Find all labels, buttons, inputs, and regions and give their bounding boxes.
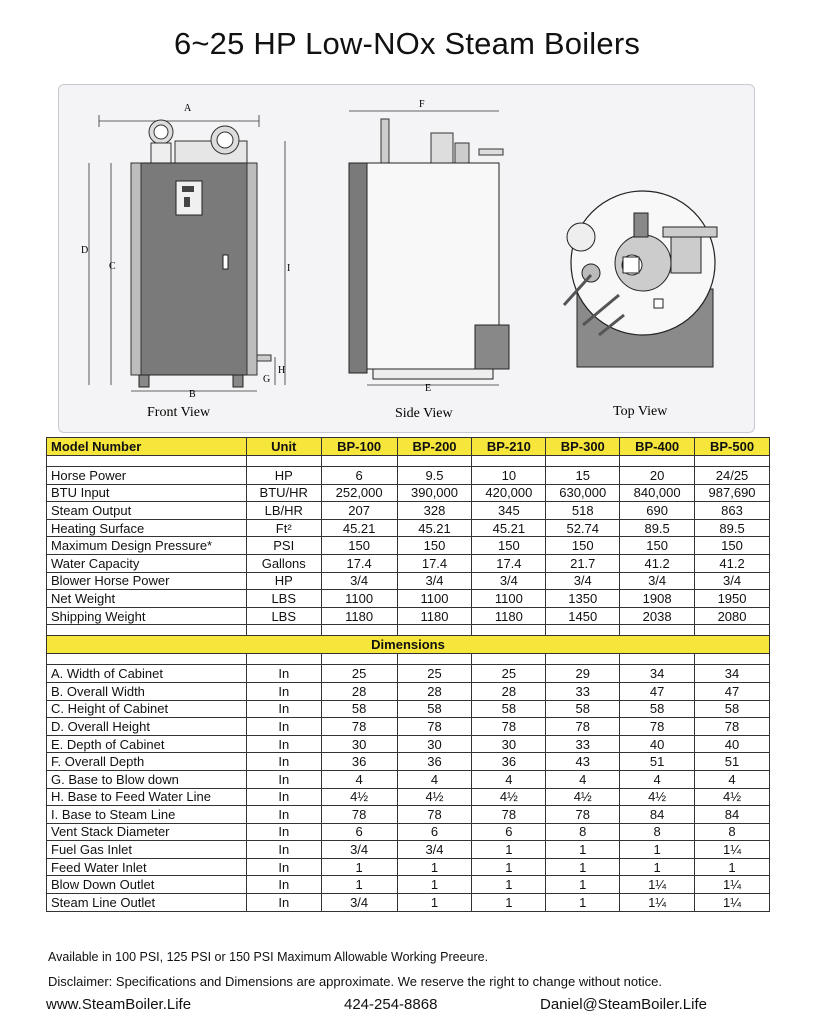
row-unit: In — [246, 823, 321, 841]
row-value: 25 — [472, 665, 546, 683]
row-unit: LBS — [246, 590, 321, 608]
row-value: 328 — [397, 502, 472, 520]
row-unit: In — [246, 682, 321, 700]
row-value: 17.4 — [397, 554, 472, 572]
row-value: 1 — [546, 876, 620, 894]
row-value: 78 — [546, 806, 620, 824]
top-view-label: Top View — [613, 404, 668, 419]
spacer-cell — [47, 654, 247, 665]
header-model: BP-100 — [321, 438, 397, 456]
row-value: 8 — [546, 823, 620, 841]
row-value: 3/4 — [472, 572, 546, 590]
row-value: 150 — [695, 537, 770, 555]
row-value: 1 — [620, 841, 695, 859]
footer-phone[interactable]: 424-254-8868 — [344, 996, 438, 1013]
spec-table-body — [47, 438, 770, 912]
dim-letter-h: H — [278, 365, 286, 376]
row-value: 3/4 — [321, 572, 397, 590]
dim-letter-c: C — [109, 261, 116, 272]
row-value: 4 — [321, 770, 397, 788]
spacer-cell — [397, 625, 472, 636]
row-unit: In — [246, 894, 321, 912]
spacer-cell — [397, 456, 472, 467]
table-row — [47, 537, 770, 555]
row-value: 150 — [546, 537, 620, 555]
row-label: Steam Line Outlet — [47, 894, 247, 912]
row-value: 58 — [546, 700, 620, 718]
row-value: 40 — [620, 735, 695, 753]
row-value: 150 — [472, 537, 546, 555]
spacer-cell — [695, 654, 770, 665]
row-value: 52.74 — [546, 519, 620, 537]
row-value: 4½ — [546, 788, 620, 806]
spacer-cell — [321, 456, 397, 467]
row-value: 43 — [546, 753, 620, 771]
spacer-cell — [472, 654, 546, 665]
table-row — [47, 841, 770, 859]
row-value: 6 — [397, 823, 472, 841]
front-view-label: Front View — [147, 405, 211, 420]
row-value: 89.5 — [695, 519, 770, 537]
row-value: 28 — [397, 682, 472, 700]
row-value: 1 — [397, 858, 472, 876]
row-value: 78 — [472, 806, 546, 824]
row-label: Maximum Design Pressure* — [47, 537, 247, 555]
spacer-cell — [620, 625, 695, 636]
row-value: 1¼ — [620, 876, 695, 894]
dim-letter-i: I — [287, 263, 291, 274]
row-value: 1 — [321, 858, 397, 876]
row-unit: In — [246, 665, 321, 683]
row-label: D. Overall Height — [47, 718, 247, 736]
row-label: E. Depth of Cabinet — [47, 735, 247, 753]
row-unit: HP — [246, 467, 321, 485]
row-value: 207 — [321, 502, 397, 520]
table-row — [47, 753, 770, 771]
row-value: 150 — [397, 537, 472, 555]
front-view-drawing — [81, 103, 290, 420]
row-unit: PSI — [246, 537, 321, 555]
table-row — [47, 572, 770, 590]
dim-letter-b: B — [189, 389, 196, 400]
row-value: 840,000 — [620, 484, 695, 502]
row-value: 1¼ — [620, 894, 695, 912]
row-value: 3/4 — [321, 894, 397, 912]
row-unit: In — [246, 858, 321, 876]
row-value: 25 — [321, 665, 397, 683]
row-value: 36 — [397, 753, 472, 771]
row-value: 420,000 — [472, 484, 546, 502]
row-value: 30 — [397, 735, 472, 753]
row-value: 45.21 — [321, 519, 397, 537]
row-value: 987,690 — [695, 484, 770, 502]
row-value: 10 — [472, 467, 546, 485]
row-value: 4 — [695, 770, 770, 788]
row-value: 41.2 — [620, 554, 695, 572]
footer-website[interactable]: www.SteamBoiler.Life — [46, 996, 192, 1013]
row-value: 1 — [546, 858, 620, 876]
table-row — [47, 554, 770, 572]
spacer-cell — [321, 654, 397, 665]
row-value: 78 — [546, 718, 620, 736]
row-value: 1908 — [620, 590, 695, 608]
row-value: 6 — [321, 823, 397, 841]
spacer-cell — [695, 456, 770, 467]
spacer-cell — [620, 456, 695, 467]
row-label: Blower Horse Power — [47, 572, 247, 590]
row-value: 24/25 — [695, 467, 770, 485]
row-value: 1450 — [546, 607, 620, 625]
row-label: Blow Down Outlet — [47, 876, 247, 894]
row-value: 1350 — [546, 590, 620, 608]
page-title: 6~25 HP Low-NOx Steam Boilers — [173, 26, 641, 61]
disclaimer-note: Disclaimer: Specifications and Dimensions are approximate. We reserve the right to change without notice. — [48, 974, 662, 989]
row-value: 3/4 — [546, 572, 620, 590]
drawing-panel — [58, 84, 755, 433]
spacer-cell — [472, 456, 546, 467]
spacer-cell — [620, 654, 695, 665]
table-row — [47, 467, 770, 485]
row-unit: LB/HR — [246, 502, 321, 520]
table-row — [47, 894, 770, 912]
row-value: 9.5 — [397, 467, 472, 485]
boiler-drawings — [59, 85, 754, 432]
row-value: 58 — [620, 700, 695, 718]
row-label: Shipping Weight — [47, 607, 247, 625]
row-value: 690 — [620, 502, 695, 520]
row-value: 78 — [321, 806, 397, 824]
row-value: 150 — [321, 537, 397, 555]
row-label: A. Width of Cabinet — [47, 665, 247, 683]
header-model: BP-500 — [695, 438, 770, 456]
row-value: 1 — [472, 858, 546, 876]
spacer-cell — [47, 456, 247, 467]
table-row — [47, 502, 770, 520]
row-unit: Gallons — [246, 554, 321, 572]
row-value: 4 — [546, 770, 620, 788]
table-row — [47, 806, 770, 824]
row-value: 40 — [695, 735, 770, 753]
row-value: 1 — [546, 841, 620, 859]
row-value: 4 — [620, 770, 695, 788]
spacer-cell — [472, 625, 546, 636]
row-unit: BTU/HR — [246, 484, 321, 502]
row-label: Net Weight — [47, 590, 247, 608]
row-value: 345 — [472, 502, 546, 520]
row-unit: HP — [246, 572, 321, 590]
row-value: 1180 — [397, 607, 472, 625]
dim-letter-f: F — [419, 99, 425, 110]
spacer-cell — [246, 625, 321, 636]
row-value: 3/4 — [321, 841, 397, 859]
row-value: 1100 — [472, 590, 546, 608]
row-value: 1 — [546, 894, 620, 912]
spacer-row — [47, 654, 770, 665]
table-row — [47, 788, 770, 806]
table-row — [47, 858, 770, 876]
spacer-row — [47, 625, 770, 636]
row-value: 34 — [620, 665, 695, 683]
header-model: BP-400 — [620, 438, 695, 456]
row-value: 1 — [695, 858, 770, 876]
header-model: BP-300 — [546, 438, 620, 456]
row-label: B. Overall Width — [47, 682, 247, 700]
row-unit: In — [246, 841, 321, 859]
table-row — [47, 770, 770, 788]
spacer-cell — [397, 654, 472, 665]
row-value: 45.21 — [472, 519, 546, 537]
spec-table — [46, 437, 770, 912]
table-row — [47, 718, 770, 736]
row-value: 28 — [472, 682, 546, 700]
row-label: F. Overall Depth — [47, 753, 247, 771]
row-unit: In — [246, 735, 321, 753]
row-unit: In — [246, 700, 321, 718]
row-value: 4 — [397, 770, 472, 788]
row-value: 863 — [695, 502, 770, 520]
row-value: 1180 — [321, 607, 397, 625]
table-row — [47, 519, 770, 537]
row-value: 1 — [472, 876, 546, 894]
row-unit: In — [246, 718, 321, 736]
row-label: Steam Output — [47, 502, 247, 520]
row-value: 20 — [620, 467, 695, 485]
row-label: BTU Input — [47, 484, 247, 502]
table-row — [47, 484, 770, 502]
availability-note: Available in 100 PSI, 125 PSI or 150 PSI Maximum Allowable Working Preeure. — [48, 950, 489, 964]
spacer-cell — [695, 625, 770, 636]
row-value: 25 — [397, 665, 472, 683]
row-value: 78 — [397, 718, 472, 736]
row-value: 4½ — [397, 788, 472, 806]
row-value: 41.2 — [695, 554, 770, 572]
header-model-number: Model Number — [47, 438, 247, 456]
row-unit: In — [246, 770, 321, 788]
row-value: 78 — [472, 718, 546, 736]
row-value: 84 — [695, 806, 770, 824]
row-value: 3/4 — [620, 572, 695, 590]
row-value: 1 — [472, 841, 546, 859]
row-value: 47 — [620, 682, 695, 700]
row-value: 4 — [472, 770, 546, 788]
row-label: C. Height of Cabinet — [47, 700, 247, 718]
row-unit: In — [246, 806, 321, 824]
row-value: 1 — [472, 894, 546, 912]
dim-letter-a: A — [184, 103, 192, 114]
row-value: 4½ — [695, 788, 770, 806]
table-row — [47, 735, 770, 753]
dimensions-title: Dimensions — [47, 636, 770, 654]
row-value: 28 — [321, 682, 397, 700]
row-value: 78 — [695, 718, 770, 736]
row-value: 4½ — [472, 788, 546, 806]
row-value: 3/4 — [397, 572, 472, 590]
row-value: 1 — [620, 858, 695, 876]
row-value: 89.5 — [620, 519, 695, 537]
row-value: 6 — [321, 467, 397, 485]
row-value: 3/4 — [397, 841, 472, 859]
row-value: 51 — [620, 753, 695, 771]
row-value: 33 — [546, 735, 620, 753]
spacer-cell — [246, 456, 321, 467]
header-model: BP-210 — [472, 438, 546, 456]
row-value: 8 — [620, 823, 695, 841]
header-unit: Unit — [246, 438, 321, 456]
row-unit: In — [246, 753, 321, 771]
row-value: 1 — [321, 876, 397, 894]
row-unit: In — [246, 788, 321, 806]
spacer-cell — [47, 625, 247, 636]
row-value: 30 — [321, 735, 397, 753]
row-label: Heating Surface — [47, 519, 247, 537]
row-value: 84 — [620, 806, 695, 824]
footer-email[interactable]: Daniel@SteamBoiler.Life — [540, 996, 707, 1013]
row-unit: In — [246, 876, 321, 894]
row-value: 34 — [695, 665, 770, 683]
row-value: 1 — [397, 876, 472, 894]
row-value: 47 — [695, 682, 770, 700]
dimensions-band-row — [47, 636, 770, 654]
row-value: 2038 — [620, 607, 695, 625]
row-value: 4½ — [620, 788, 695, 806]
row-value: 6 — [472, 823, 546, 841]
table-row — [47, 682, 770, 700]
side-view-drawing — [349, 99, 509, 421]
spacer-cell — [321, 625, 397, 636]
row-value: 78 — [321, 718, 397, 736]
row-value: 4½ — [321, 788, 397, 806]
dim-letter-e: E — [425, 383, 432, 394]
side-view-label: Side View — [395, 406, 453, 421]
row-unit: Ft² — [246, 519, 321, 537]
row-value: 1950 — [695, 590, 770, 608]
table-row — [47, 876, 770, 894]
row-value: 252,000 — [321, 484, 397, 502]
spacer-cell — [246, 654, 321, 665]
row-value: 58 — [472, 700, 546, 718]
row-value: 45.21 — [397, 519, 472, 537]
header-model: BP-200 — [397, 438, 472, 456]
row-value: 30 — [472, 735, 546, 753]
row-label: H. Base to Feed Water Line — [47, 788, 247, 806]
row-value: 17.4 — [472, 554, 546, 572]
row-value: 3/4 — [695, 572, 770, 590]
row-value: 1180 — [472, 607, 546, 625]
table-row — [47, 823, 770, 841]
spacer-cell — [546, 456, 620, 467]
row-value: 78 — [397, 806, 472, 824]
row-value: 1¼ — [695, 894, 770, 912]
row-label: Feed Water Inlet — [47, 858, 247, 876]
row-value: 8 — [695, 823, 770, 841]
row-value: 1 — [397, 894, 472, 912]
row-value: 630,000 — [546, 484, 620, 502]
row-value: 58 — [695, 700, 770, 718]
row-value: 390,000 — [397, 484, 472, 502]
row-unit: LBS — [246, 607, 321, 625]
row-label: Vent Stack Diameter — [47, 823, 247, 841]
row-value: 58 — [321, 700, 397, 718]
row-value: 1¼ — [695, 876, 770, 894]
spacer-row — [47, 456, 770, 467]
row-label: Fuel Gas Inlet — [47, 841, 247, 859]
row-label: Water Capacity — [47, 554, 247, 572]
row-label: G. Base to Blow down — [47, 770, 247, 788]
row-value: 36 — [321, 753, 397, 771]
row-value: 1100 — [397, 590, 472, 608]
table-header-row — [47, 438, 770, 456]
dim-letter-d: D — [81, 245, 89, 256]
row-value: 150 — [620, 537, 695, 555]
row-value: 78 — [620, 718, 695, 736]
table-row — [47, 665, 770, 683]
row-value: 518 — [546, 502, 620, 520]
row-label: I. Base to Steam Line — [47, 806, 247, 824]
top-view-drawing — [564, 191, 717, 419]
row-value: 58 — [397, 700, 472, 718]
row-value: 1¼ — [695, 841, 770, 859]
row-value: 17.4 — [321, 554, 397, 572]
table-row — [47, 700, 770, 718]
row-value: 36 — [472, 753, 546, 771]
row-value: 33 — [546, 682, 620, 700]
row-value: 2080 — [695, 607, 770, 625]
row-value: 15 — [546, 467, 620, 485]
row-value: 1100 — [321, 590, 397, 608]
row-value: 51 — [695, 753, 770, 771]
table-row — [47, 590, 770, 608]
table-row — [47, 607, 770, 625]
row-label: Horse Power — [47, 467, 247, 485]
row-value: 29 — [546, 665, 620, 683]
row-value: 21.7 — [546, 554, 620, 572]
spacer-cell — [546, 654, 620, 665]
dim-letter-g: G — [263, 374, 271, 385]
spacer-cell — [546, 625, 620, 636]
